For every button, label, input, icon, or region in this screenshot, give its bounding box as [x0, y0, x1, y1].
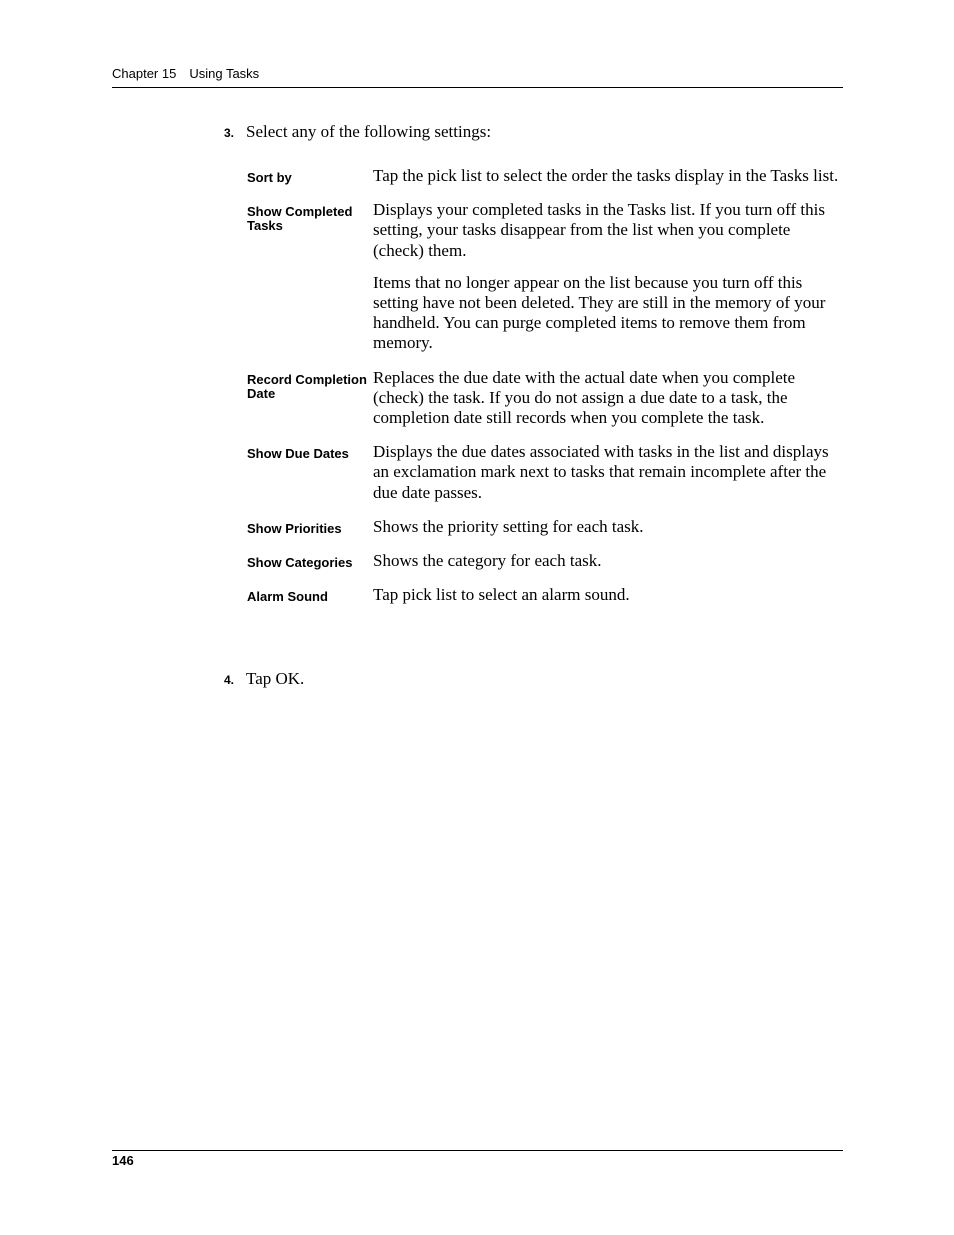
setting-show-completed-tasks [247, 200, 843, 353]
step-4 [224, 669, 304, 690]
setting-term: Show Priorities [247, 520, 342, 536]
footer-rule [112, 1150, 843, 1151]
description-paragraph: Displays the due dates associated with tasks in the list and displays an exclamation mark next to tasks that remain incomplete after the due date passes. [373, 442, 829, 502]
chapter-label: Chapter 15 [112, 66, 177, 81]
setting-description [373, 517, 843, 537]
description-paragraph: Tap pick list to select an alarm sound. [373, 585, 630, 605]
chapter-title: Using Tasks [189, 66, 260, 81]
setting-description [373, 166, 843, 186]
description-paragraph: Shows the category for each task. [373, 551, 602, 571]
setting-term: Show Due Dates [247, 446, 349, 462]
setting-show-priorities [247, 517, 843, 537]
step-number: 3. [224, 126, 235, 140]
setting-description [373, 368, 843, 429]
settings-list [247, 166, 843, 619]
setting-sort-by [247, 166, 843, 186]
step-number: 4. [224, 673, 235, 687]
setting-record-completion-date [247, 368, 843, 429]
setting-description [373, 200, 843, 353]
setting-term: Alarm Sound [247, 589, 328, 605]
step-text: Tap OK. [246, 669, 305, 688]
setting-description [373, 551, 843, 571]
description-paragraph: Items that no longer appear on the list because you turn off this setting have not been deleted. They are still in the memory of your handheld. You can purge completed items to remove them from memory. [373, 272, 826, 353]
description-paragraph: Shows the priority setting for each task. [373, 516, 644, 536]
description-paragraph: Tap the pick list to select the order the tasks display in the Tasks list. [373, 166, 839, 185]
setting-term: Show Categories [247, 555, 353, 571]
setting-description [373, 442, 843, 503]
setting-alarm-sound [247, 585, 843, 605]
setting-show-due-dates [247, 442, 843, 503]
step-3 [224, 122, 491, 143]
header-rule [112, 87, 843, 88]
description-paragraph: Displays your completed tasks in the Tasks list. If you turn off this setting, your tasks disappear from the list when you complete (check) them. [373, 200, 825, 260]
description-paragraph: Replaces the due date with the actual date when you complete (check) the task. If you do not assign a due date to a task, the completion date still records when you complete the task. [373, 367, 796, 428]
setting-description [373, 585, 843, 605]
setting-term: Record Completion Date [247, 371, 367, 401]
setting-term: Sort by [247, 170, 292, 185]
setting-show-categories [247, 551, 843, 571]
running-header [112, 66, 843, 82]
setting-term: Show Completed Tasks [247, 204, 353, 234]
step-text: Select any of the following settings: [246, 122, 492, 141]
page-number: 146 [112, 1153, 134, 1168]
